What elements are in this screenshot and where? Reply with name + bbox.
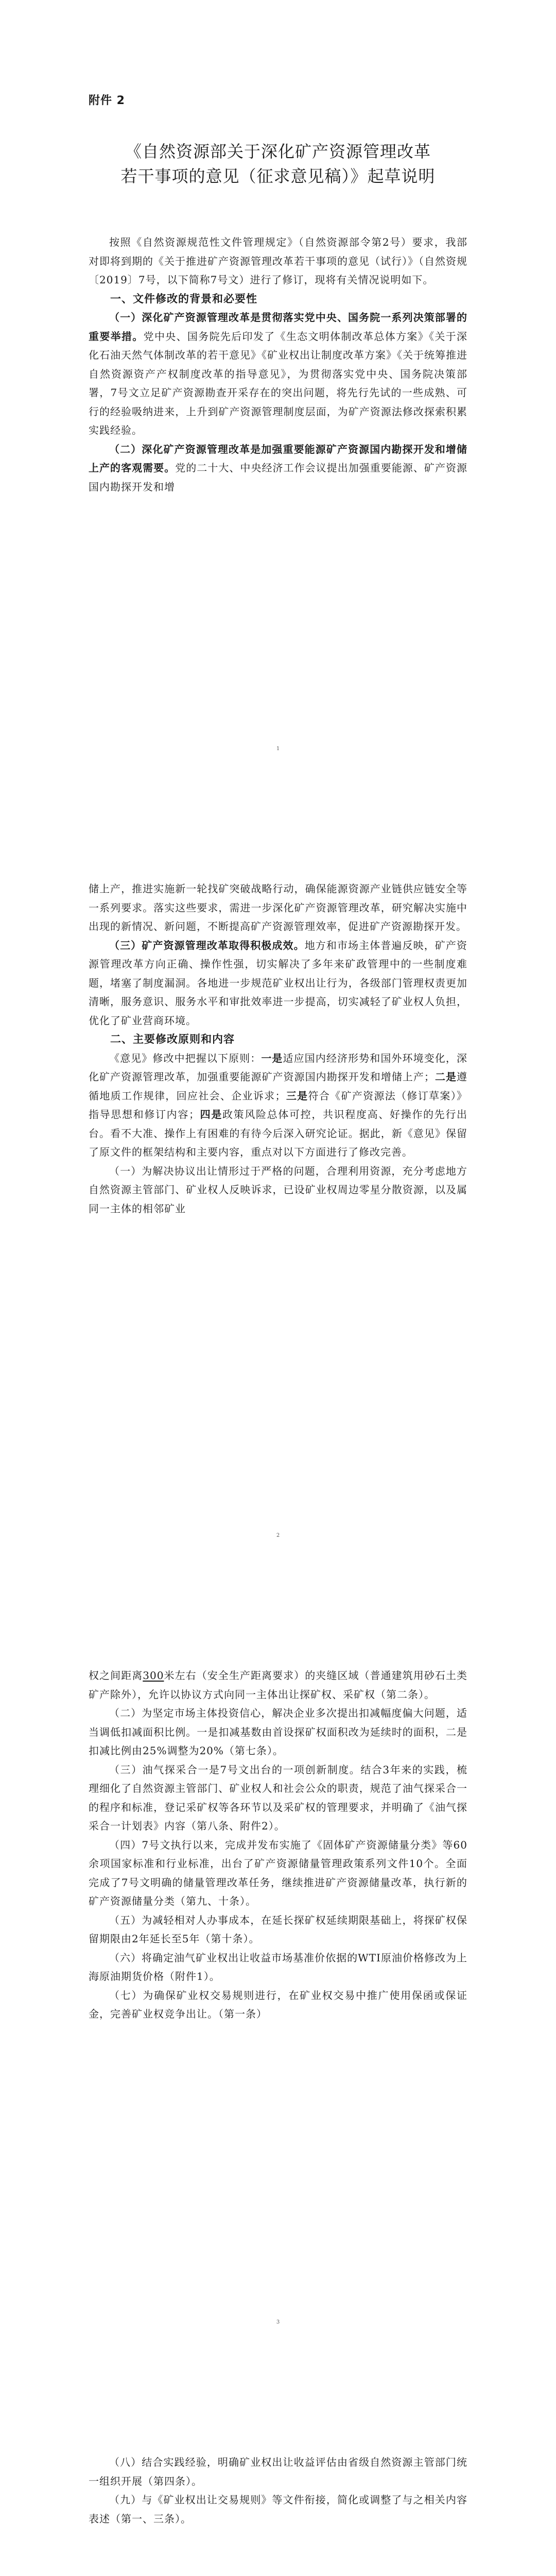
page2-body bbox=[89, 879, 467, 1218]
revision-item-2: （二）为坚定市场主体投资信心，解决企业多次提出扣减幅度偏大问题，适当调低扣减面积比例。一是扣减基数由首设探矿权面积改为延续时的面积，二是扣减比例由25%调整为20%（第七条）。 bbox=[89, 1707, 467, 1757]
revision-item-4: （四）7号文执行以来，完成并发布实施了《固体矿产资源储量分类》等60余项国家标准和行业标准，出台了矿产资源储量管理政策系列文件10个。全面完成了7号文明确的储量管理改革任务，继续推进矿产资源储量改革，执行新的矿产资源储量分类（第九、十条）。 bbox=[89, 1838, 467, 1907]
principle-2-label: 二是 bbox=[435, 1071, 457, 1083]
page-number-3: 3 bbox=[276, 2319, 280, 2325]
principle-4-label: 四是 bbox=[200, 1108, 222, 1121]
revision-item-7: （七）为确保矿业权交易规则进行，在矿业权交易中推广使用保函或保证金，完善矿业权竞争出让。（第一条） bbox=[89, 1989, 467, 2020]
revision-item-9: （九）与《矿业权出让交易规则》等文件衔接，简化或调整了与之相关内容表述（第一、三条）。 bbox=[89, 2494, 467, 2525]
document-page-3 bbox=[0, 1573, 556, 2360]
document-title bbox=[89, 139, 467, 189]
background-item-2 bbox=[89, 440, 467, 497]
document-page-2 bbox=[0, 787, 556, 1573]
title-line-1: 《自然资源部关于深化矿产资源管理改革 bbox=[125, 142, 431, 161]
distance-value: 300 bbox=[143, 1669, 164, 1682]
intro-paragraph: 按照《自然资源规范性文件管理规定》（自然资源部令第2号）要求，我部对即将到期的《关于推进矿产资源管理改革若干事项的意见（试行）》（自然资规〔2019〕7号，以下简称7号文）进行了修订，现将有关情况说明如下。 bbox=[89, 236, 467, 286]
page-number-1: 1 bbox=[276, 746, 280, 752]
revision-item-1-cont-a: 权之间距离 bbox=[89, 1669, 143, 1682]
background-item-1-text: 党中央、国务院先后印发了《生态文明体制改革总体方案》《关于深化石油天然气体制改革的若干意见》《矿业权出让制度改革方案》《关于统筹推进自然资源资产产权制度改革的指导意见》，为贯彻落实党中央、国务院决策部署，7号文立足矿产资源勘查开采存在的突出问题，将先行先试的一些成熟、可行的经验吸纳进来，上升到矿产资源管理制度层面，为矿产资源法修改探索积累实践经验。 bbox=[89, 330, 468, 436]
background-item-3-text: 地方和市场主体普遍反映，矿产资源管理改革方向正确、操作性强，切实解决了多年来矿政管理中的一些制度难题，堵塞了制度漏洞。各地进一步规范矿业权出让行为，各级部门管理权责更加清晰，服务意识、服务水平和审批效率进一步提高，切实减轻了矿业权人负担，优化了矿业营商环境。 bbox=[89, 939, 467, 1027]
principle-3-text: 符合《矿产资源法（修订草案）》指导思想和修订内容； bbox=[89, 1089, 468, 1121]
document-page-4 bbox=[0, 2360, 556, 2576]
background-item-3 bbox=[89, 936, 467, 1030]
page3-body bbox=[89, 1666, 467, 2024]
revision-item-6: （六）将确定油气矿业权出让收益市场基准价依据的WTI原油价格修改为上海原油期货价格（附件1）。 bbox=[89, 1951, 467, 1982]
principles-intro: 《意见》修改中把握以下原则： bbox=[109, 1052, 262, 1064]
principles-paragraph bbox=[89, 1049, 467, 1162]
revision-item-3: （三）油气探采合一是7号文出台的一项创新制度。结合3年来的实践，梳理细化了自然资源主管部门、矿业权人和社会公众的职责，规范了油气探采合一的程序和标准，登记采矿权等各环节以及采矿权的管理要求，并明确了《油气探采合一计划表》内容（第八条、附件2）。 bbox=[89, 1763, 467, 1832]
attachment-label: 附件 2 bbox=[89, 94, 125, 107]
background-item-2-text: 党的二十大、中央经济工作会议提出加强重要能源、矿产资源国内勘探开发和增 bbox=[89, 462, 468, 493]
principle-4-text: 政策风险总体可控，共识程度高、好操作的先行出台。看不大准、操作上有困难的有待今后深入研究论证。据此，新《意见》保留了原文件的框架结构和主要内容，重点对以下方面进行了修改完善。 bbox=[89, 1108, 467, 1158]
principle-1-label: 一是 bbox=[261, 1052, 283, 1064]
title-line-2: 若干事项的意见（征求意见稿）》起草说明 bbox=[120, 166, 436, 186]
revision-item-1-continued bbox=[89, 1666, 467, 1704]
principle-2-text: 遵循地质工作规律，回应社会、企业诉求； bbox=[89, 1071, 468, 1102]
page-number-2: 2 bbox=[276, 1533, 280, 1538]
section2-heading: 二、主要修改原则和内容 bbox=[110, 1033, 235, 1045]
background-item-2-title: （二）深化矿产资源管理改革是加强重要能源矿产资源国内勘探开发和增储上产的客观需要。 bbox=[89, 443, 467, 474]
document-page-1 bbox=[0, 0, 556, 787]
background-item-1-title: （一）深化矿产资源管理改革是贯彻落实党中央、国务院一系列决策部署的重要举措。 bbox=[89, 311, 467, 343]
page4-body bbox=[89, 2453, 467, 2528]
background-item-3-title: （三）矿产资源管理改革取得积极成效。 bbox=[109, 939, 305, 952]
background-item-1 bbox=[89, 308, 467, 440]
principle-3-label: 三是 bbox=[286, 1089, 308, 1102]
revision-item-1: （一）为解决协议出让情形过于严格的问题，合理利用资源，充分考虑地方自然资源主管部门、矿业权人反映诉求，已设矿业权周边零星分散资源，以及属同一主体的相邻矿业 bbox=[89, 1164, 467, 1215]
revision-item-1-cont-b: 米左右（安全生产距离要求）的夹缝区域（普通建筑用砂石土类矿产除外），允许以协议方式向同一主体出让探矿权、采矿权（第二条）。 bbox=[89, 1669, 468, 1701]
continued-paragraph: 储上产，推进实施新一轮找矿突破战略行动，确保能源资源产业链供应链安全等一系列要求。落实这些要求，需进一步深化矿产资源管理改革，研究解决实施中出现的新情况、新问题，不断提高矿产资源管理效率，促进矿产资源勘探开发。 bbox=[89, 883, 467, 933]
revision-item-8: （八）结合实践经验，明确矿业权出让收益评估由省级自然资源主管部门统一组织开展（第四条）。 bbox=[89, 2456, 467, 2487]
page1-body bbox=[89, 233, 467, 496]
section1-heading: 一、文件修改的背景和必要性 bbox=[110, 292, 257, 305]
revision-item-5: （五）为减轻相对人办事成本，在延长探矿权延续期限基础上，将探矿权保留期限由2年延长至5年（第十条）。 bbox=[89, 1913, 467, 1945]
principle-1-text: 适应国内经济形势和国外环境变化，深化矿产资源管理改革，加强重要能源矿产资源国内勘探开发和增储上产； bbox=[89, 1052, 467, 1083]
